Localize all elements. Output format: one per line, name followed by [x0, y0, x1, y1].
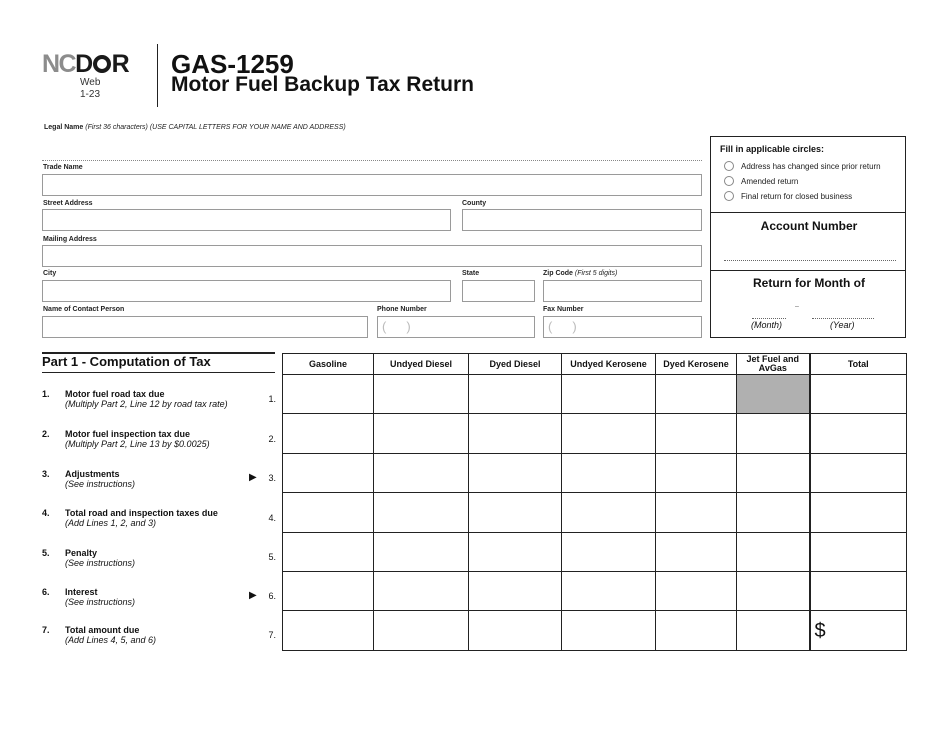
grid-cell[interactable]: [283, 414, 374, 453]
logo-ring-icon: [93, 55, 111, 73]
grid-cell[interactable]: [283, 493, 374, 532]
line-number-1: 1.: [268, 394, 276, 404]
trade-name-input[interactable]: [42, 174, 702, 196]
grid-cell[interactable]: [374, 571, 469, 610]
radio-circle-icon[interactable]: [724, 176, 734, 186]
phone-area-open: (: [382, 319, 387, 334]
table-row: [283, 453, 907, 492]
grid-cell[interactable]: [283, 532, 374, 571]
line-number-5: 5.: [268, 552, 276, 562]
return-month-title: Return for Month of: [753, 276, 865, 290]
grid-cell-total[interactable]: [810, 571, 907, 610]
line-item-6: 6. Interest (See instructions): [42, 587, 136, 607]
grid-cell[interactable]: [562, 493, 656, 532]
line-number-3: 3.: [268, 473, 276, 483]
county-label: County: [462, 200, 487, 207]
grid-header-row: [283, 354, 907, 375]
grid-cell[interactable]: [656, 493, 737, 532]
table-row: [283, 375, 907, 414]
table-row: [283, 611, 907, 650]
grid-cell[interactable]: [283, 375, 374, 414]
grid-cell[interactable]: [562, 375, 656, 414]
grid-cell[interactable]: [737, 571, 810, 610]
grid-cell[interactable]: [469, 571, 562, 610]
col-undyed-kerosene: Undyed Kerosene: [562, 354, 656, 375]
grid-cell[interactable]: [656, 375, 737, 414]
table-row: [283, 532, 907, 571]
dollar-sign: $: [814, 620, 826, 643]
grid-cell[interactable]: [656, 414, 737, 453]
table-row: [283, 571, 907, 610]
account-number-title: Account Number: [760, 219, 858, 233]
trade-name-label: Trade Name: [43, 164, 83, 171]
part1-rule-bottom: [42, 372, 275, 373]
line-item-1: 1. Motor fuel road tax due (Multiply Part 2, Line 12 by road tax rate): [42, 389, 228, 409]
grid-cell[interactable]: [374, 532, 469, 571]
zip-code-input[interactable]: [543, 280, 702, 302]
grid-cell-total[interactable]: [810, 414, 907, 453]
radio-circle-icon[interactable]: [724, 191, 734, 201]
mailing-address-input[interactable]: [42, 245, 702, 267]
grid-cell[interactable]: [469, 611, 562, 650]
year-input[interactable]: [812, 318, 874, 319]
version-info: [80, 77, 100, 101]
computation-grid: [282, 353, 907, 651]
grid-cell[interactable]: [737, 414, 810, 453]
line-number-4: 4.: [268, 513, 276, 523]
col-dyed-diesel: Dyed Diesel: [469, 354, 562, 375]
grid-cell[interactable]: [374, 414, 469, 453]
grid-cell[interactable]: [737, 532, 810, 571]
fax-label: Fax Number: [543, 306, 584, 313]
grid-cell[interactable]: [562, 571, 656, 610]
year-label: (Year): [830, 320, 855, 330]
line-item-3: 3. Adjustments (See instructions): [42, 469, 136, 489]
grid-cell[interactable]: [562, 532, 656, 571]
col-dyed-kerosene: Dyed Kerosene: [656, 354, 737, 375]
arrow-right-icon: ▶: [249, 472, 257, 483]
grid-cell[interactable]: [737, 453, 810, 492]
phone-input[interactable]: [377, 316, 535, 338]
grid-cell[interactable]: [737, 493, 810, 532]
grid-cell[interactable]: [469, 414, 562, 453]
grid-cell[interactable]: [283, 611, 374, 650]
grid-cell[interactable]: [737, 611, 810, 650]
phone-area-close: ): [406, 319, 411, 334]
grid-cell[interactable]: [562, 414, 656, 453]
option-amended-return[interactable]: Amended return: [724, 176, 798, 186]
grid-cell-total[interactable]: [810, 611, 907, 650]
form-id: GAS-1259: [171, 49, 294, 79]
arrow-right-icon: ▶: [249, 590, 257, 601]
table-row: [283, 414, 907, 453]
grid-cell[interactable]: [374, 611, 469, 650]
fax-input[interactable]: [543, 316, 702, 338]
line-number-2: 2.: [268, 434, 276, 444]
grid-cell[interactable]: [283, 453, 374, 492]
grid-cell-total[interactable]: [810, 375, 907, 414]
header-divider: [157, 44, 158, 107]
grid-cell[interactable]: [656, 532, 737, 571]
grid-cell-total[interactable]: [810, 493, 907, 532]
ncdor-logo: NCD R: [42, 50, 129, 78]
panel-divider: [710, 212, 906, 213]
mailing-address-label: Mailing Address: [43, 236, 97, 243]
state-input[interactable]: [462, 280, 535, 302]
grid-cell-total[interactable]: [810, 532, 907, 571]
grid-cell[interactable]: [469, 493, 562, 532]
fax-area-open: (: [548, 319, 553, 334]
radio-circle-icon[interactable]: [724, 161, 734, 171]
date-separator: –: [795, 303, 799, 310]
contact-person-label: Name of Contact Person: [43, 306, 125, 313]
city-label: City: [43, 270, 57, 277]
version-label: 1-23: [80, 89, 101, 100]
phone-label: Phone Number: [377, 306, 427, 313]
account-number-input[interactable]: [724, 260, 896, 261]
zip-code-label: Zip Code (First 5 digits): [543, 270, 618, 277]
grid-cell[interactable]: [469, 453, 562, 492]
grid-cell[interactable]: [374, 493, 469, 532]
fill-circles-title: Fill in applicable circles:: [720, 144, 825, 154]
state-label: State: [462, 270, 480, 277]
grid-cell[interactable]: [374, 453, 469, 492]
option-final-return[interactable]: Final return for closed business: [724, 191, 852, 201]
grid-cell[interactable]: [562, 611, 656, 650]
col-jet-fuel-avgas: Jet Fuel and AvGas: [737, 354, 810, 375]
col-gasoline: Gasoline: [283, 354, 374, 375]
web-label: Web: [80, 77, 101, 88]
form-title: Motor Fuel Backup Tax Return: [171, 73, 474, 96]
fax-area-close: ): [572, 319, 577, 334]
county-input[interactable]: [462, 209, 702, 231]
table-row: [283, 493, 907, 532]
grid-cell-total[interactable]: [810, 453, 907, 492]
city-input[interactable]: [42, 280, 451, 302]
grid-cell[interactable]: [562, 453, 656, 492]
month-input[interactable]: [752, 318, 786, 319]
contact-person-input[interactable]: [42, 316, 368, 338]
street-address-label: Street Address: [43, 200, 93, 207]
legal-name-label: Legal Name (First 36 characters) (USE CAPITAL LETTERS FOR YOUR NAME AND ADDRESS): [44, 124, 346, 131]
panel-divider: [710, 270, 906, 271]
street-address-input[interactable]: [42, 209, 451, 231]
legal-name-input[interactable]: [42, 158, 702, 161]
col-undyed-diesel: Undyed Diesel: [374, 354, 469, 375]
grid-cell[interactable]: [469, 375, 562, 414]
line-number-6: 6.: [268, 591, 276, 601]
option-address-changed[interactable]: Address has changed since prior return: [724, 161, 881, 171]
part1-title: Part 1 - Computation of Tax: [42, 354, 211, 369]
grid-cell[interactable]: [656, 571, 737, 610]
grid-cell[interactable]: [283, 571, 374, 610]
line-item-5: 5. Penalty (See instructions): [42, 548, 136, 568]
grid-cell[interactable]: [374, 375, 469, 414]
grid-cell[interactable]: [656, 453, 737, 492]
month-label: (Month): [751, 320, 783, 330]
line-item-4: 4. Total road and inspection taxes due (Add Lines 1, 2, and 3): [42, 508, 218, 528]
grid-cell[interactable]: [656, 611, 737, 650]
line-item-2: 2. Motor fuel inspection tax due (Multiply Part 2, Line 13 by $0.0025): [42, 429, 210, 449]
grid-cell[interactable]: [469, 532, 562, 571]
line-number-7: 7.: [268, 630, 276, 640]
line-item-7: 7. Total amount due (Add Lines 4, 5, and 6): [42, 625, 157, 645]
grid-cell-shaded: [737, 375, 810, 414]
col-total: Total: [810, 354, 907, 375]
